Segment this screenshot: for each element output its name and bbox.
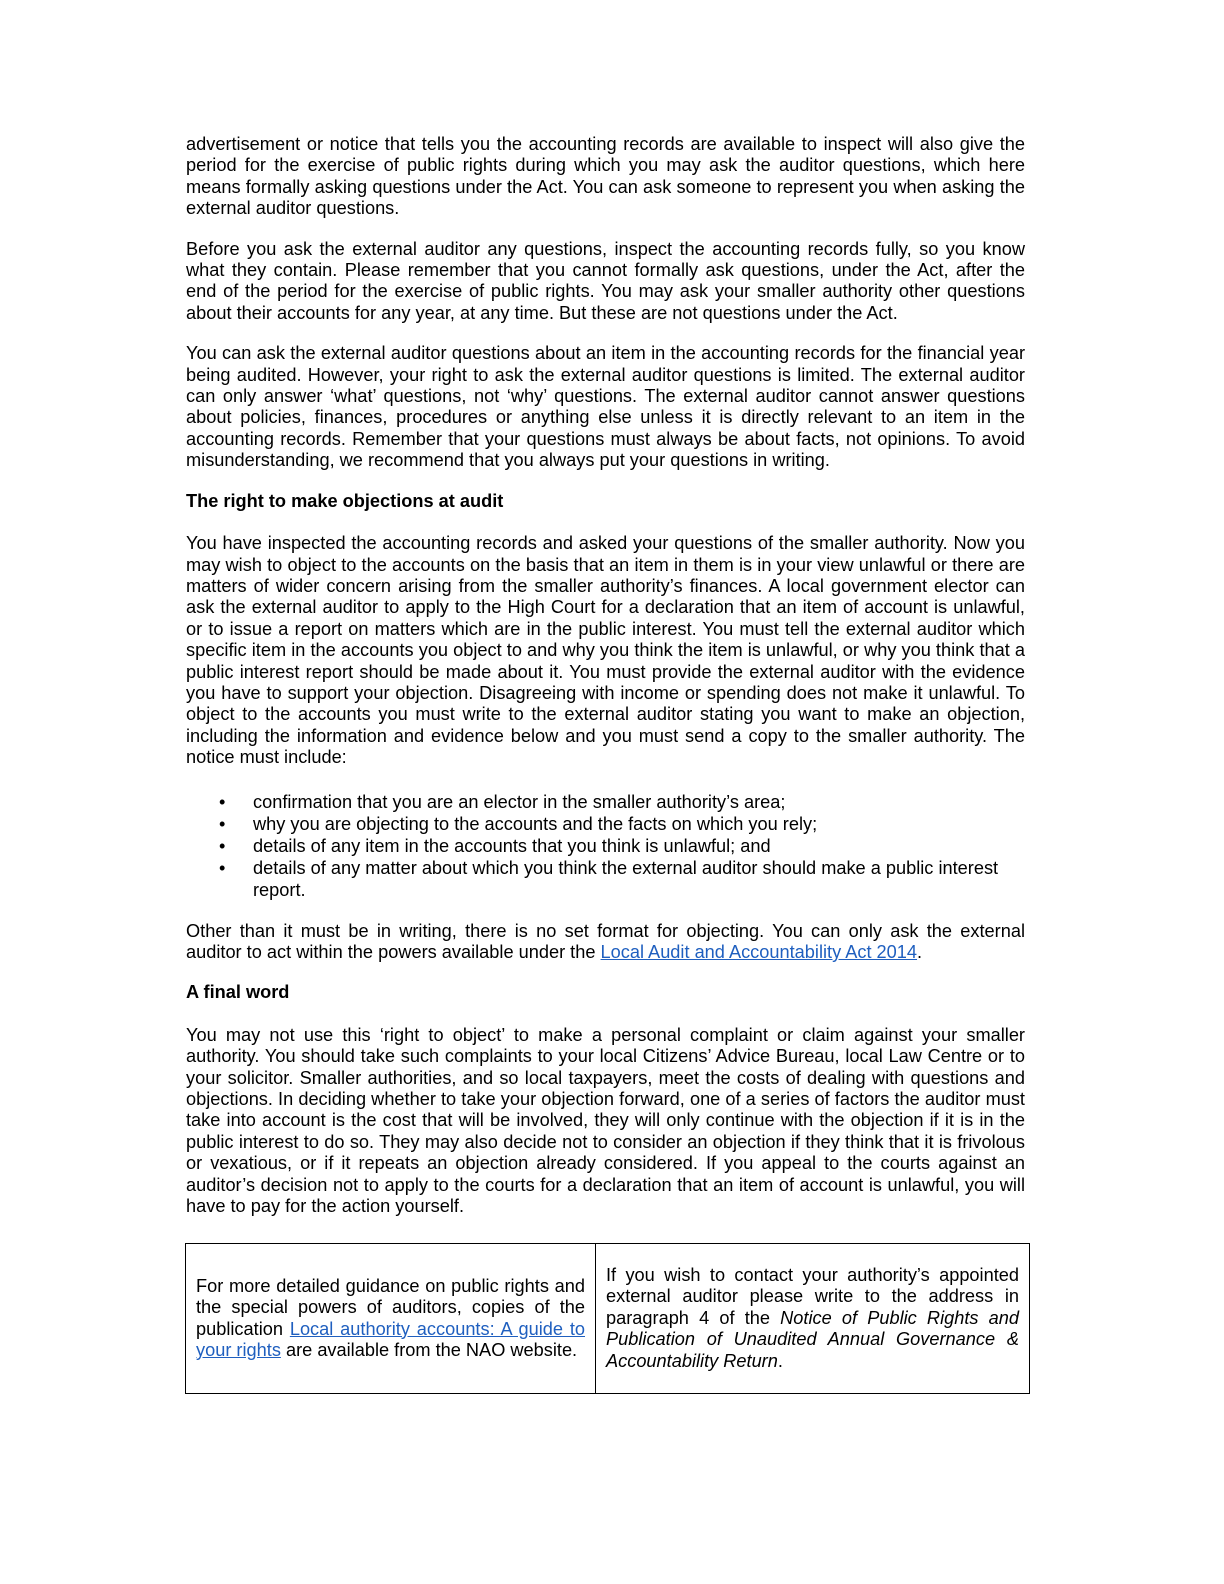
heading-final-word: A final word — [186, 982, 290, 1003]
nao-guidance-cell — [186, 1244, 596, 1394]
list-item: • details of any item in the accounts that you think is unlawful; and — [186, 835, 1025, 857]
paragraph-public-rights-period: advertisement or notice that tells you the accounting records are available to inspect will also give the period for the exercise of public rights during which you may ask the auditor questions, which here means formally asking questions under the Act. You can ask someone to represent you when asking the external auditor questions. — [186, 134, 1025, 219]
guidance-info-box — [185, 1243, 1030, 1394]
paragraph-objections-body: You have inspected the accounting records and asked your questions of the smaller authority. Now you may wish to object to the accounts on the basis that an item in them is in your view unlawful or there are matters of wider concern arising from the smaller authority’s finances. A local government elector can ask the external auditor to apply to the High Court for a declaration that an item of account is unlawful, or to issue a report on matters which are in the public interest. You must tell the external auditor which specific item in the accounts you object to and why you think the item is unlawful, or why you think that a public interest report should be made about it. You must provide the external auditor with the evidence you have to support your objection. Disagreeing with income or spending does not make it unlawful. To object to the accounts you must write to the external auditor stating you want to make an objection, including the information and evidence below and you must send a copy to the smaller authority. The notice must include: — [186, 533, 1025, 768]
paragraph-inspect-first: Before you ask the external auditor any questions, inspect the accounting records fully, so you know what they contain. Please remember that you cannot formally ask questions, under the Act, after the end of the period for the exercise of public rights. You may ask your smaller authority other questions about their accounts for any year, at any time. But these are not questions under the Act. — [186, 238, 1025, 323]
paragraph-final-word-body: You may not use this ‘right to object’ to make a personal complaint or claim against your smaller authority. You should take such complaints to your local Citizens’ Advice Bureau, local Law Centre or to your solicitor. Smaller authorities, and so local taxpayers, meet the costs of dealing with questions and objections. In deciding whether to take your objection forward, one of a series of factors the auditor must take into account is the cost that will be involved, they will only continue with the objection if it is in the public interest to do so. They may also decide not to consider an objection if they think that it is frivolous or vexatious, or if it repeats an objection already considered. If you appeal to the courts against an auditor’s decision not to apply to the courts for a declaration that an item of account is unlawful, you will have to pay for the action yourself. — [186, 1024, 1025, 1217]
nao-guide-link[interactable]: Local authority accounts: A guide to your rights — [196, 1318, 585, 1360]
contact-auditor-text: If you wish to contact your authority’s appointed external auditor please write to the address in paragraph 4 of the — [606, 1264, 1019, 1328]
objection-format-text: Other than it must be in writing, there is no set format for objecting. You can only ask the external auditor to act within the powers available under the — [186, 920, 1025, 962]
contact-auditor-cell — [596, 1244, 1030, 1394]
contact-auditor-text-end: . — [777, 1350, 783, 1371]
objection-format-end: . — [917, 941, 923, 962]
list-item: • why you are objecting to the accounts and the facts on which you rely; — [186, 813, 1025, 835]
list-item: • confirmation that you are an elector in the smaller authority’s area; — [186, 791, 1025, 813]
notice-requirements-list — [186, 791, 1025, 902]
nao-guidance-text-end: are available from the NAO website. — [280, 1339, 578, 1360]
notice-title: Notice of Public Rights and Publication of Unaudited Annual Governance & Accountability Return — [606, 1307, 1019, 1371]
paragraph-question-limits: You can ask the external auditor questions about an item in the accounting records for the financial year being audited. However, your right to ask the external auditor questions is limited. The external auditor can only answer ‘what’ questions, not ‘why’ questions. The external auditor cannot answer questions about policies, finances, procedures or anything else unless it is directly relevant to an item in the accounting records. Remember that your questions must always be about facts, not opinions. To avoid misunderstanding, we recommend that you always put your questions in writing. — [186, 343, 1025, 471]
nao-guidance-text: For more detailed guidance on public rights and the special powers of auditors, copies of the publication — [196, 1275, 585, 1339]
paragraph-objection-format — [186, 921, 1025, 964]
list-item: • details of any matter about which you think the external auditor should make a public interest report. — [186, 857, 1025, 901]
heading-objections: The right to make objections at audit — [186, 490, 504, 511]
local-audit-act-link[interactable]: Local Audit and Accountability Act 2014 — [600, 941, 918, 962]
document-page — [186, 134, 1025, 1217]
